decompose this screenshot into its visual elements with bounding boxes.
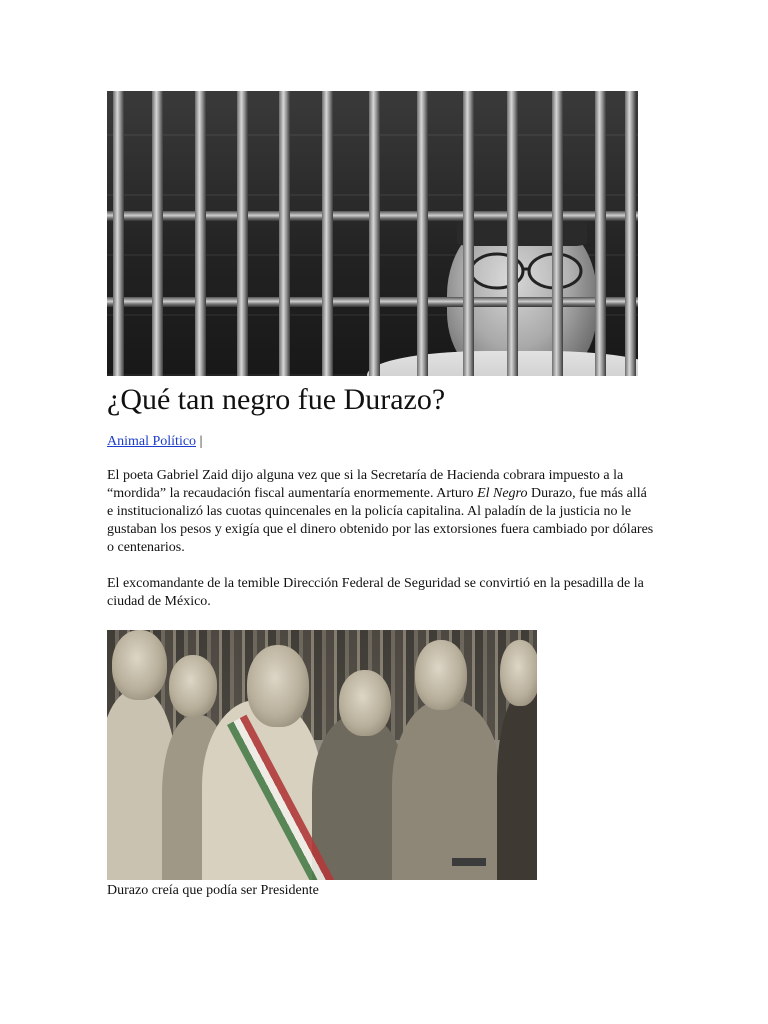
glasses-shape (467, 251, 587, 291)
group-photo (107, 630, 537, 880)
nickname-italic: El Negro (477, 486, 528, 501)
paragraph-2: El excomandante de la temible Dirección Federal de Seguridad se convirtió en la pesadilla de la ciudad de México. (107, 576, 644, 609)
prison-bars-photo (107, 91, 638, 376)
source-link[interactable]: Animal Político (107, 434, 197, 449)
byline-separator: | (196, 434, 203, 449)
article (107, 91, 655, 900)
paragraph-1: El poeta Gabriel Zaid dijo alguna vez que si la Secretaría de Hacienda cobrara impuesto a la “mordida” la recaudación fiscal aumentaría enormemente. Arturo El Negro Durazo, fue más allá e institucionalizó las cuotas quincenales en la policía capitalina. Al paladín de la justicia no le gustaban los pesos y exigía que el dinero obtenido por las extorsiones fuera cambiado por dólares o centenarios. (107, 468, 654, 555)
photo-caption: Durazo creía que podía ser Presidente (107, 883, 319, 898)
byline (107, 433, 655, 451)
article-title: ¿Qué tan negro fue Durazo? (107, 383, 446, 416)
